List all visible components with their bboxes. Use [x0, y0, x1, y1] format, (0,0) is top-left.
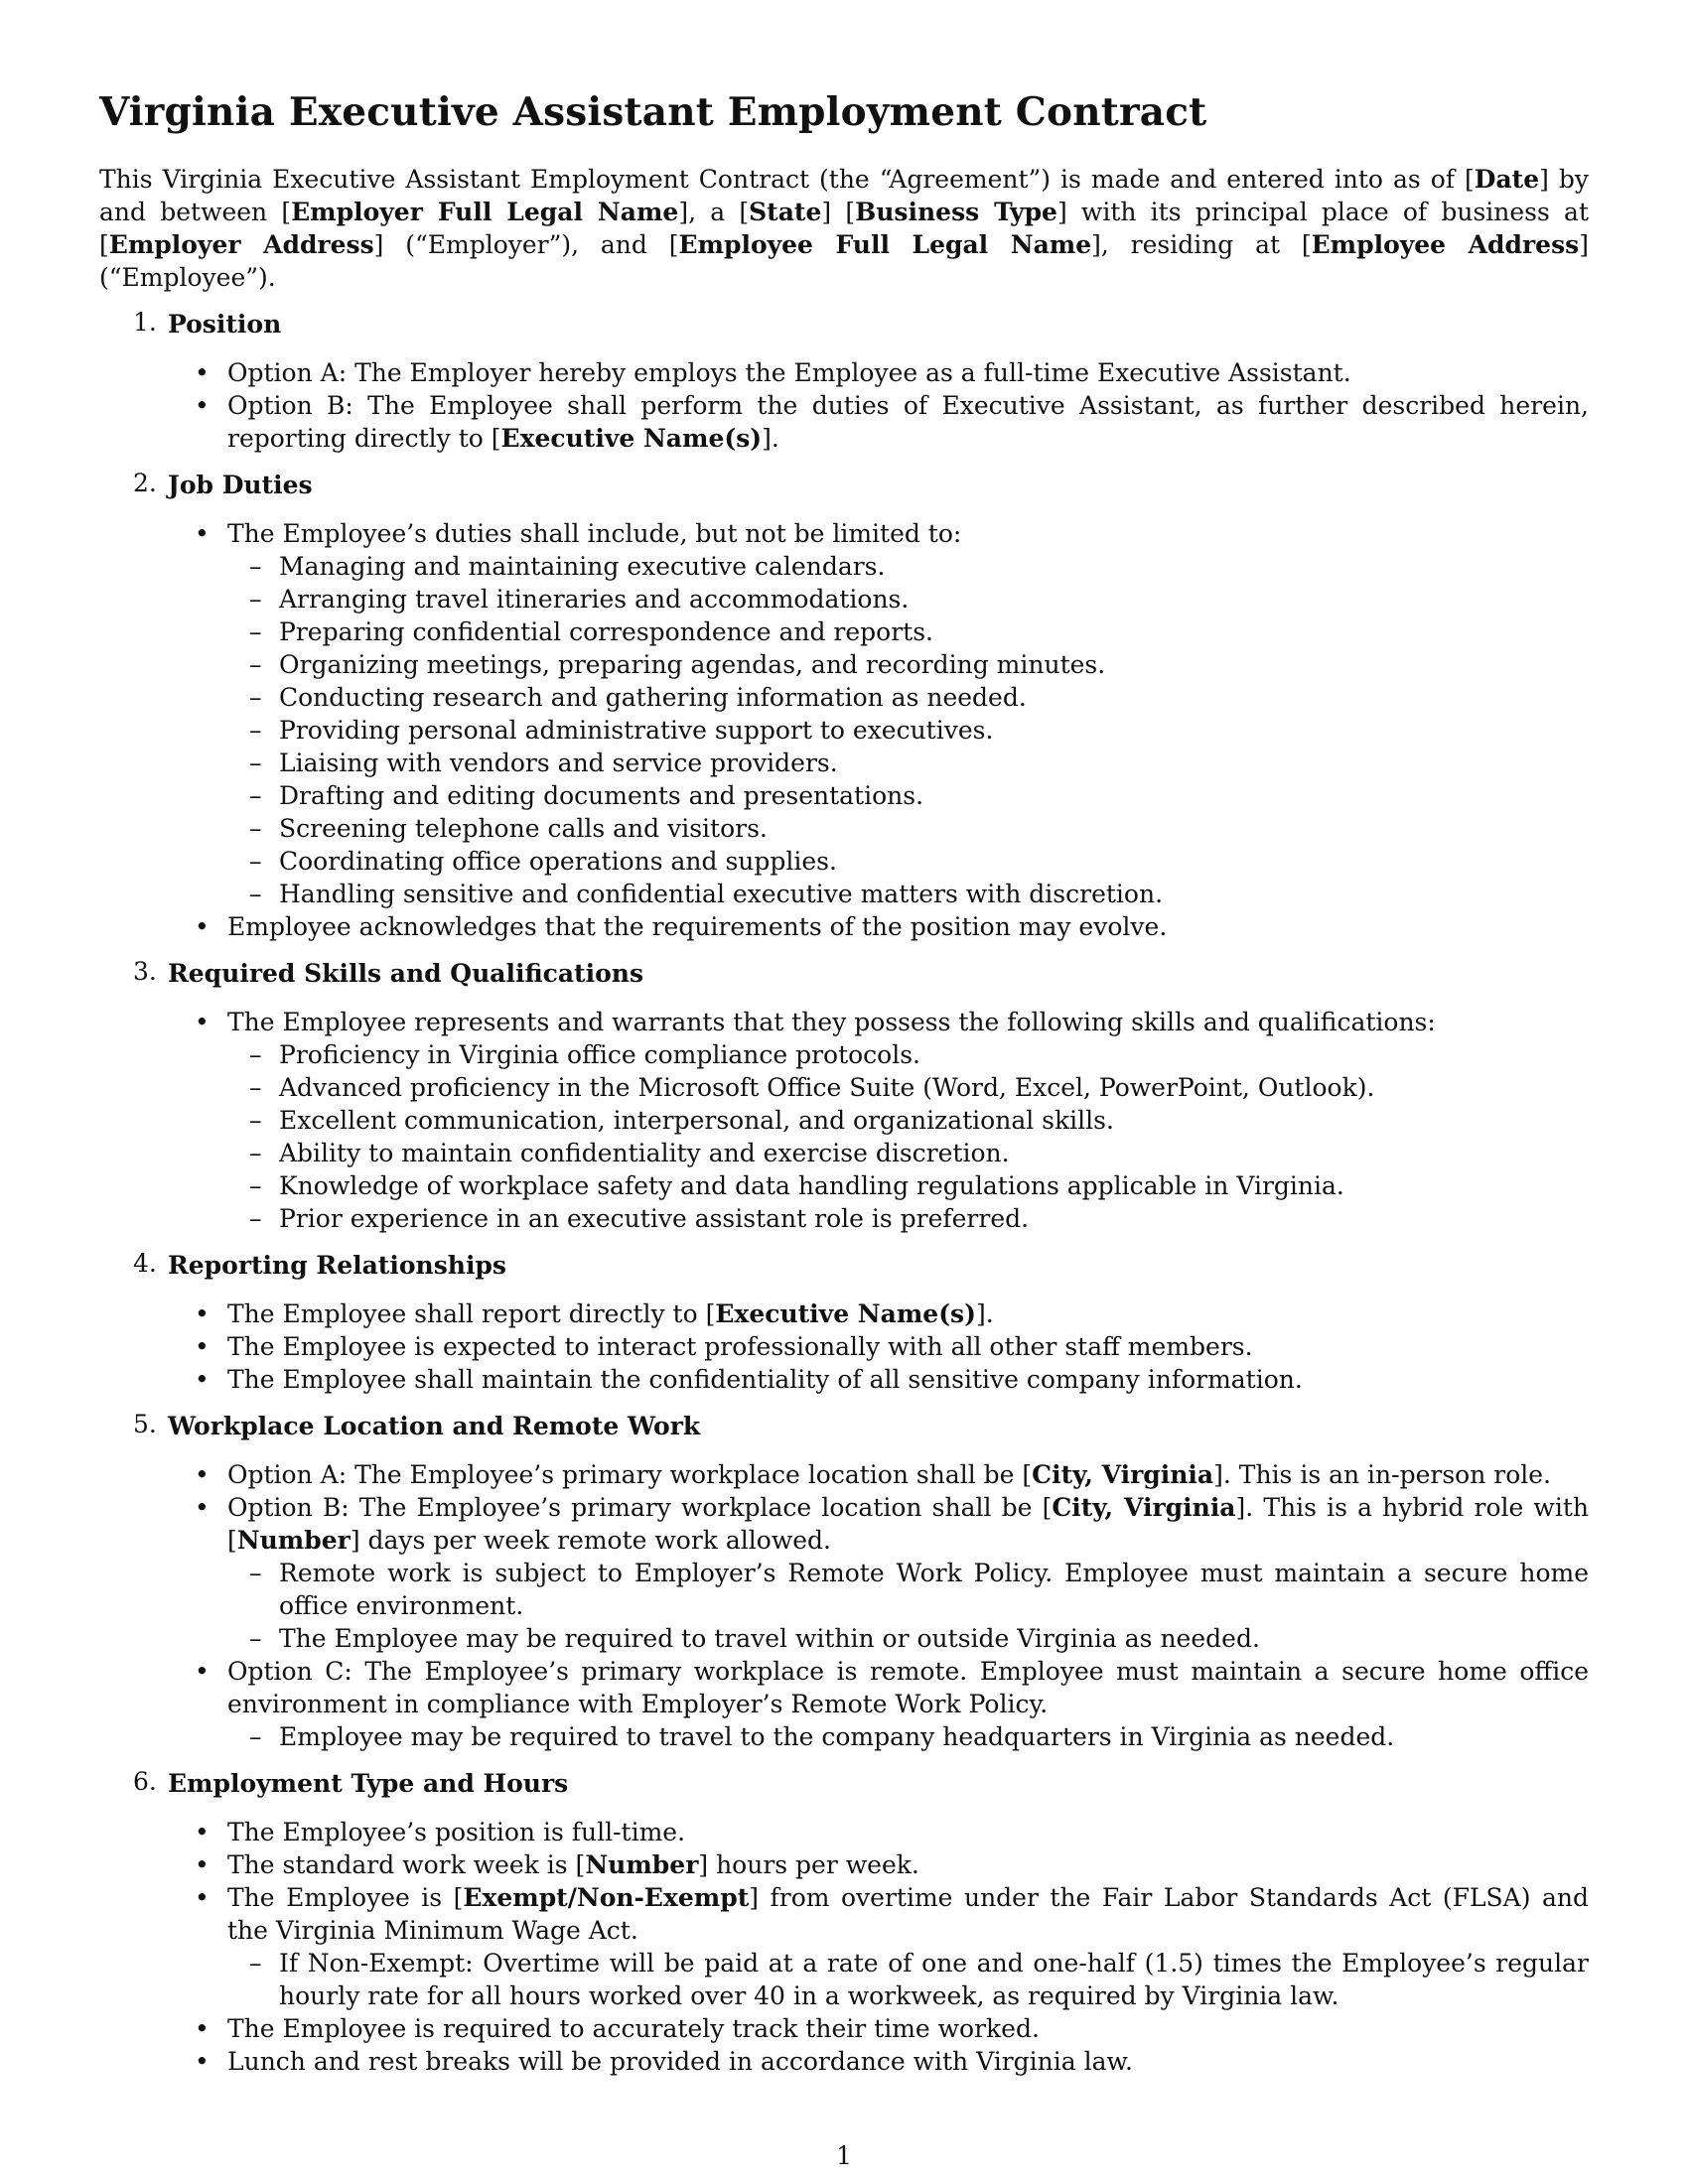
section-title: Position — [168, 310, 282, 339]
section-number: 5. — [133, 1410, 157, 1438]
section-number: 4. — [133, 1249, 157, 1278]
sub-item: – If Non-Exempt: Overtime will be paid at a rate of one and one-half (1.5) times the Employee’s regular hourly rate for all hours worked over 40 in a workweek, as required by Virginia law. — [227, 1947, 1589, 2012]
document-page — [99, 79, 1589, 2078]
bullet-list — [168, 1297, 1589, 1396]
placeholder-field: Employee Full Legal Name — [678, 230, 1092, 259]
placeholder-field: Exempt/Non-Exempt — [463, 1883, 750, 1912]
section-title: Required Skills and Qualifications — [168, 959, 644, 988]
sub-item: – Proficiency in Virginia office compliance protocols. — [227, 1038, 1589, 1071]
sub-item: – Remote work is subject to Employer’s Remote Work Policy. Employee must maintain a secure home office environment. — [227, 1557, 1589, 1622]
section-title: Employment Type and Hours — [168, 1769, 569, 1798]
section-title: Reporting Relationships — [168, 1251, 506, 1280]
intro-paragraph: This Virginia Executive Assistant Employment Contract (the “Agreement”) is made and entered into as of [Date] by and between [Employer Full Legal Name], a [State] [Business Type] with its principal place of business at [Employer Address] (“Employer”), and [Employee Full Legal Name], residing at [Employee Address] (“Employee”). — [99, 165, 1590, 292]
section-title: Job Duties — [168, 471, 313, 499]
sub-item: – Organizing meetings, preparing agendas, and recording minutes. — [227, 648, 1589, 681]
section-number: 2. — [133, 469, 157, 497]
sub-item: – The Employee may be required to travel within or outside Virginia as needed. — [227, 1622, 1589, 1655]
page-number: 1 — [836, 2141, 852, 2170]
contract-section — [99, 957, 1589, 1235]
contract-section — [99, 1410, 1589, 1753]
bullet-list — [168, 1006, 1589, 1235]
sub-item: – Liaising with vendors and service providers. — [227, 747, 1589, 779]
sub-item: – Providing personal administrative support to executives. — [227, 714, 1589, 747]
bullet-item: • Employee acknowledges that the requirements of the position may evolve. — [168, 910, 1589, 943]
bullet-item: • The Employee is [Exempt/Non-Exempt] from overtime under the Fair Labor Standards Act (FLSA) and the Virginia Minimum Wage Act. – If Non-Exempt: Overtime will be paid at a rate of one and one-half (1.5) times the Employee’s regular hourly rate for all hours worked over 40 in a workweek, as required by Virginia law. — [168, 1881, 1589, 2012]
sub-item: – Handling sensitive and confidential executive matters with discretion. — [227, 878, 1589, 910]
section-title: Workplace Location and Remote Work — [168, 1412, 701, 1440]
placeholder-field: Employer Full Legal Name — [291, 198, 679, 226]
bullet-list — [168, 356, 1589, 455]
sub-item: – Conducting research and gathering information as needed. — [227, 681, 1589, 714]
sub-item: – Ability to maintain confidentiality and exercise discretion. — [227, 1137, 1589, 1169]
sub-item: – Knowledge of workplace safety and data handling regulations applicable in Virginia. — [227, 1169, 1589, 1202]
document-title: Virginia Executive Assistant Employment Contract — [99, 89, 1207, 135]
bullet-item: • The standard work week is [Number] hours per week. — [168, 1848, 1589, 1881]
bullet-item: • The Employee is expected to interact professionally with all other staff members. — [168, 1330, 1589, 1363]
bullet-item: • The Employee shall maintain the confidentiality of all sensitive company information. — [168, 1363, 1589, 1396]
bullet-item: • Option A: The Employee’s primary workplace location shall be [City, Virginia]. This is an in-person role. — [168, 1458, 1589, 1491]
sub-item: – Preparing confidential correspondence and reports. — [227, 615, 1589, 648]
bullet-item: • Lunch and rest breaks will be provided in accordance with Virginia law. — [168, 2045, 1589, 2078]
section-number: 6. — [133, 1767, 157, 1796]
placeholder-field: City, Virginia — [1032, 1460, 1214, 1489]
contract-section — [99, 1249, 1589, 1396]
sub-item: – Advanced proficiency in the Microsoft Office Suite (Word, Excel, PowerPoint, Outlook). — [227, 1071, 1589, 1104]
sub-list — [227, 1947, 1589, 2012]
bullet-list — [168, 1816, 1589, 2078]
contract-section — [99, 469, 1589, 943]
contract-section — [99, 1767, 1589, 2078]
sub-item: – Prior experience in an executive assistant role is preferred. — [227, 1202, 1589, 1235]
placeholder-field: Number — [585, 1850, 699, 1879]
placeholder-field: Business Type — [855, 198, 1057, 226]
placeholder-field: City, Virginia — [1052, 1493, 1236, 1522]
bullet-item: • Option C: The Employee’s primary workplace is remote. Employee must maintain a secure home office environment in compliance with Employer’s Remote Work Policy. – Employee may be required to travel to the company headquarters in Virginia as needed. — [168, 1655, 1589, 1753]
sub-list — [227, 1038, 1589, 1235]
placeholder-field: Executive Name(s) — [500, 424, 763, 453]
sub-item: – Screening telephone calls and visitors. — [227, 812, 1589, 845]
bullet-item: • Option B: The Employee shall perform the duties of Executive Assistant, as further described herein, reporting directly to [Executive Name(s)]. — [168, 389, 1589, 455]
section-list — [99, 308, 1589, 2078]
bullet-list — [168, 1458, 1589, 1753]
placeholder-field: State — [749, 198, 822, 226]
bullet-item: • The Employee represents and warrants that they possess the following skills and qualifications: – Proficiency in Virginia office compliance protocols. – Advanced proficiency in the Microsoft Office Suite (Word, Excel, PowerPoint, Outlook). – Excellent communication, interpersonal, and organizational skills. – Ability to maintain confidentiality and exercise discretion. – Knowledge of workplace safety and data handling regulations applicable in Virginia. – Prior experience in an executive assistant role is preferred. — [168, 1006, 1589, 1235]
bullet-item: • Option B: The Employee’s primary workplace location shall be [City, Virginia]. This is a hybrid role with [Number] days per week remote work allowed. – Remote work is subject to Employer’s Remote Work Policy. Employee must maintain a secure home office environment. – The Employee may be required to travel within or outside Virginia as needed. — [168, 1491, 1589, 1655]
sub-item: – Coordinating office operations and supplies. — [227, 845, 1589, 878]
bullet-item: • The Employee shall report directly to [Executive Name(s)]. — [168, 1297, 1589, 1330]
placeholder-field: Employer Address — [108, 230, 374, 259]
section-number: 3. — [133, 957, 157, 986]
bullet-item: • The Employee’s position is full-time. — [168, 1816, 1589, 1848]
sub-item: – Drafting and editing documents and presentations. — [227, 779, 1589, 812]
sub-item: – Arranging travel itineraries and accommodations. — [227, 583, 1589, 615]
placeholder-field: Executive Name(s) — [715, 1299, 976, 1328]
bullet-item: • The Employee’s duties shall include, but not be limited to: – Managing and maintaining executive calendars. – Arranging travel itineraries and accommodations. – Preparing confidential correspondence and reports. – Organizing meetings, preparing agendas, and recording minutes. – Conducting research and gathering information as needed. – Providing personal administrative support to executives. – Liaising with vendors and service providers. – Drafting and editing documents and presentations. – Screening telephone calls and visitors. – Coordinating office operations and supplies. – Handling sensitive and confidential executive matters with discretion. — [168, 517, 1589, 910]
contract-section — [99, 308, 1589, 455]
placeholder-field: Date — [1474, 165, 1540, 194]
section-number: 1. — [133, 308, 157, 337]
placeholder-field: Number — [236, 1526, 351, 1555]
sub-list — [227, 550, 1589, 910]
sub-item: – Managing and maintaining executive calendars. — [227, 550, 1589, 583]
placeholder-field: Employee Address — [1311, 230, 1580, 259]
sub-list — [227, 1720, 1589, 1753]
sub-list — [227, 1557, 1589, 1655]
bullet-item: • Option A: The Employer hereby employs the Employee as a full-time Executive Assistant. — [168, 356, 1589, 389]
sub-item: – Employee may be required to travel to the company headquarters in Virginia as needed. — [227, 1720, 1589, 1753]
bullet-list — [168, 517, 1589, 943]
sub-item: – Excellent communication, interpersonal, and organizational skills. — [227, 1104, 1589, 1137]
bullet-item: • The Employee is required to accurately track their time worked. — [168, 2012, 1589, 2045]
